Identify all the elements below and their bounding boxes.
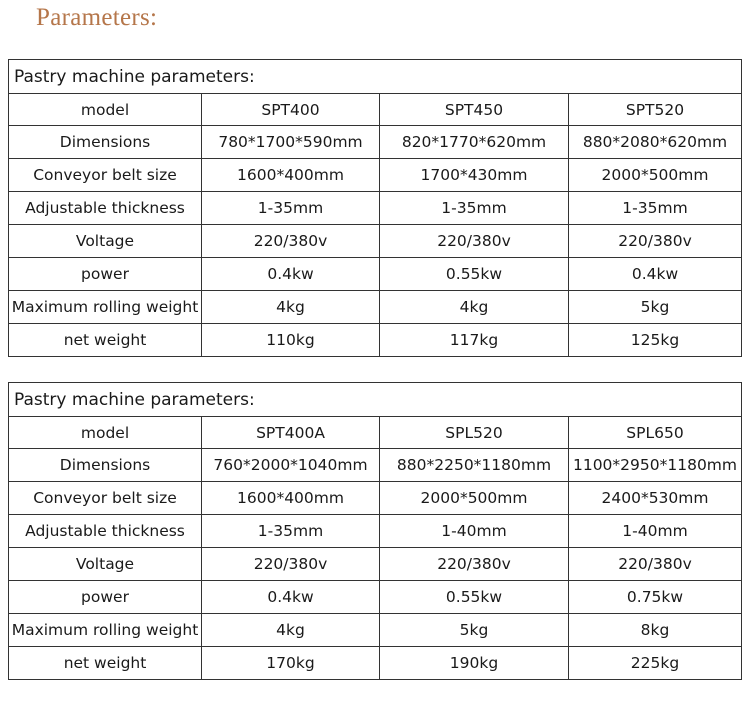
parameter-value-cell: 1-35mm [202, 515, 380, 548]
table-row [9, 449, 742, 482]
page-heading: Parameters: [36, 4, 158, 31]
parameter-label-cell: power [9, 581, 202, 614]
parameter-value-cell: 0.55kw [380, 581, 569, 614]
parameter-value-cell: 2400*530mm [569, 482, 742, 515]
parameter-value-cell: 2000*500mm [380, 482, 569, 515]
parameter-value-cell: 5kg [569, 291, 742, 324]
model-label-cell: model [9, 417, 202, 449]
parameter-value-cell: 220/380v [202, 548, 380, 581]
parameter-value-cell: 1600*400mm [202, 482, 380, 515]
parameter-value-cell: 0.4kw [569, 258, 742, 291]
parameter-value-cell: 1100*2950*1180mm [569, 449, 742, 482]
parameter-value-cell: 0.75kw [569, 581, 742, 614]
parameter-value-cell: 1-35mm [569, 192, 742, 225]
parameter-value-cell: 110kg [202, 324, 380, 357]
table-row [9, 291, 742, 324]
parameter-value-cell: 4kg [380, 291, 569, 324]
parameter-value-cell: 1-40mm [380, 515, 569, 548]
parameter-value-cell: 0.55kw [380, 258, 569, 291]
parameter-label-cell: Adjustable thickness [9, 192, 202, 225]
table-caption-row [9, 60, 742, 94]
parameter-value-cell: 117kg [380, 324, 569, 357]
parameter-value-cell: 190kg [380, 647, 569, 680]
parameter-value-cell: 220/380v [202, 225, 380, 258]
parameter-label-cell: Conveyor belt size [9, 159, 202, 192]
parameter-value-cell: 220/380v [569, 548, 742, 581]
parameter-label-cell: Adjustable thickness [9, 515, 202, 548]
parameter-value-cell: 1-35mm [380, 192, 569, 225]
model-name-cell: SPL650 [569, 417, 742, 449]
parameter-label-cell: net weight [9, 324, 202, 357]
table-caption: Pastry machine parameters: [9, 383, 742, 417]
parameter-value-cell: 1700*430mm [380, 159, 569, 192]
parameter-value-cell: 880*2250*1180mm [380, 449, 569, 482]
table-row [9, 192, 742, 225]
table-row [9, 614, 742, 647]
parameter-label-cell: Maximum rolling weight [9, 614, 202, 647]
table-row [9, 258, 742, 291]
parameter-value-cell: 820*1770*620mm [380, 126, 569, 159]
parameter-value-cell: 760*2000*1040mm [202, 449, 380, 482]
parameter-value-cell: 1600*400mm [202, 159, 380, 192]
parameter-label-cell: net weight [9, 647, 202, 680]
parameter-value-cell: 220/380v [380, 548, 569, 581]
parameters-table-1 [8, 59, 742, 357]
parameter-value-cell: 170kg [202, 647, 380, 680]
parameter-value-cell: 2000*500mm [569, 159, 742, 192]
parameter-label-cell: Maximum rolling weight [9, 291, 202, 324]
parameter-value-cell: 125kg [569, 324, 742, 357]
table-caption-row [9, 383, 742, 417]
parameter-value-cell: 220/380v [380, 225, 569, 258]
parameter-value-cell: 5kg [380, 614, 569, 647]
table-row [9, 515, 742, 548]
parameter-label-cell: power [9, 258, 202, 291]
table-row [9, 126, 742, 159]
model-name-cell: SPT400A [202, 417, 380, 449]
parameter-value-cell: 225kg [569, 647, 742, 680]
table-row [9, 548, 742, 581]
parameter-label-cell: Conveyor belt size [9, 482, 202, 515]
table-header-row [9, 94, 742, 126]
parameter-label-cell: Dimensions [9, 126, 202, 159]
parameter-label-cell: Voltage [9, 225, 202, 258]
parameter-value-cell: 220/380v [569, 225, 742, 258]
parameter-label-cell: Dimensions [9, 449, 202, 482]
parameter-value-cell: 880*2080*620mm [569, 126, 742, 159]
model-name-cell: SPL520 [380, 417, 569, 449]
table-row [9, 324, 742, 357]
parameter-value-cell: 0.4kw [202, 581, 380, 614]
table-row [9, 159, 742, 192]
model-name-cell: SPT400 [202, 94, 380, 126]
table-row [9, 225, 742, 258]
model-name-cell: SPT450 [380, 94, 569, 126]
parameter-value-cell: 4kg [202, 291, 380, 324]
model-label-cell: model [9, 94, 202, 126]
parameter-value-cell: 4kg [202, 614, 380, 647]
parameter-value-cell: 1-40mm [569, 515, 742, 548]
table-row [9, 482, 742, 515]
parameter-value-cell: 1-35mm [202, 192, 380, 225]
parameter-value-cell: 8kg [569, 614, 742, 647]
parameters-table-2 [8, 382, 742, 680]
parameter-label-cell: Voltage [9, 548, 202, 581]
parameter-value-cell: 0.4kw [202, 258, 380, 291]
table-row [9, 581, 742, 614]
table-header-row [9, 417, 742, 449]
model-name-cell: SPT520 [569, 94, 742, 126]
parameter-value-cell: 780*1700*590mm [202, 126, 380, 159]
table-row [9, 647, 742, 680]
table-caption: Pastry machine parameters: [9, 60, 742, 94]
